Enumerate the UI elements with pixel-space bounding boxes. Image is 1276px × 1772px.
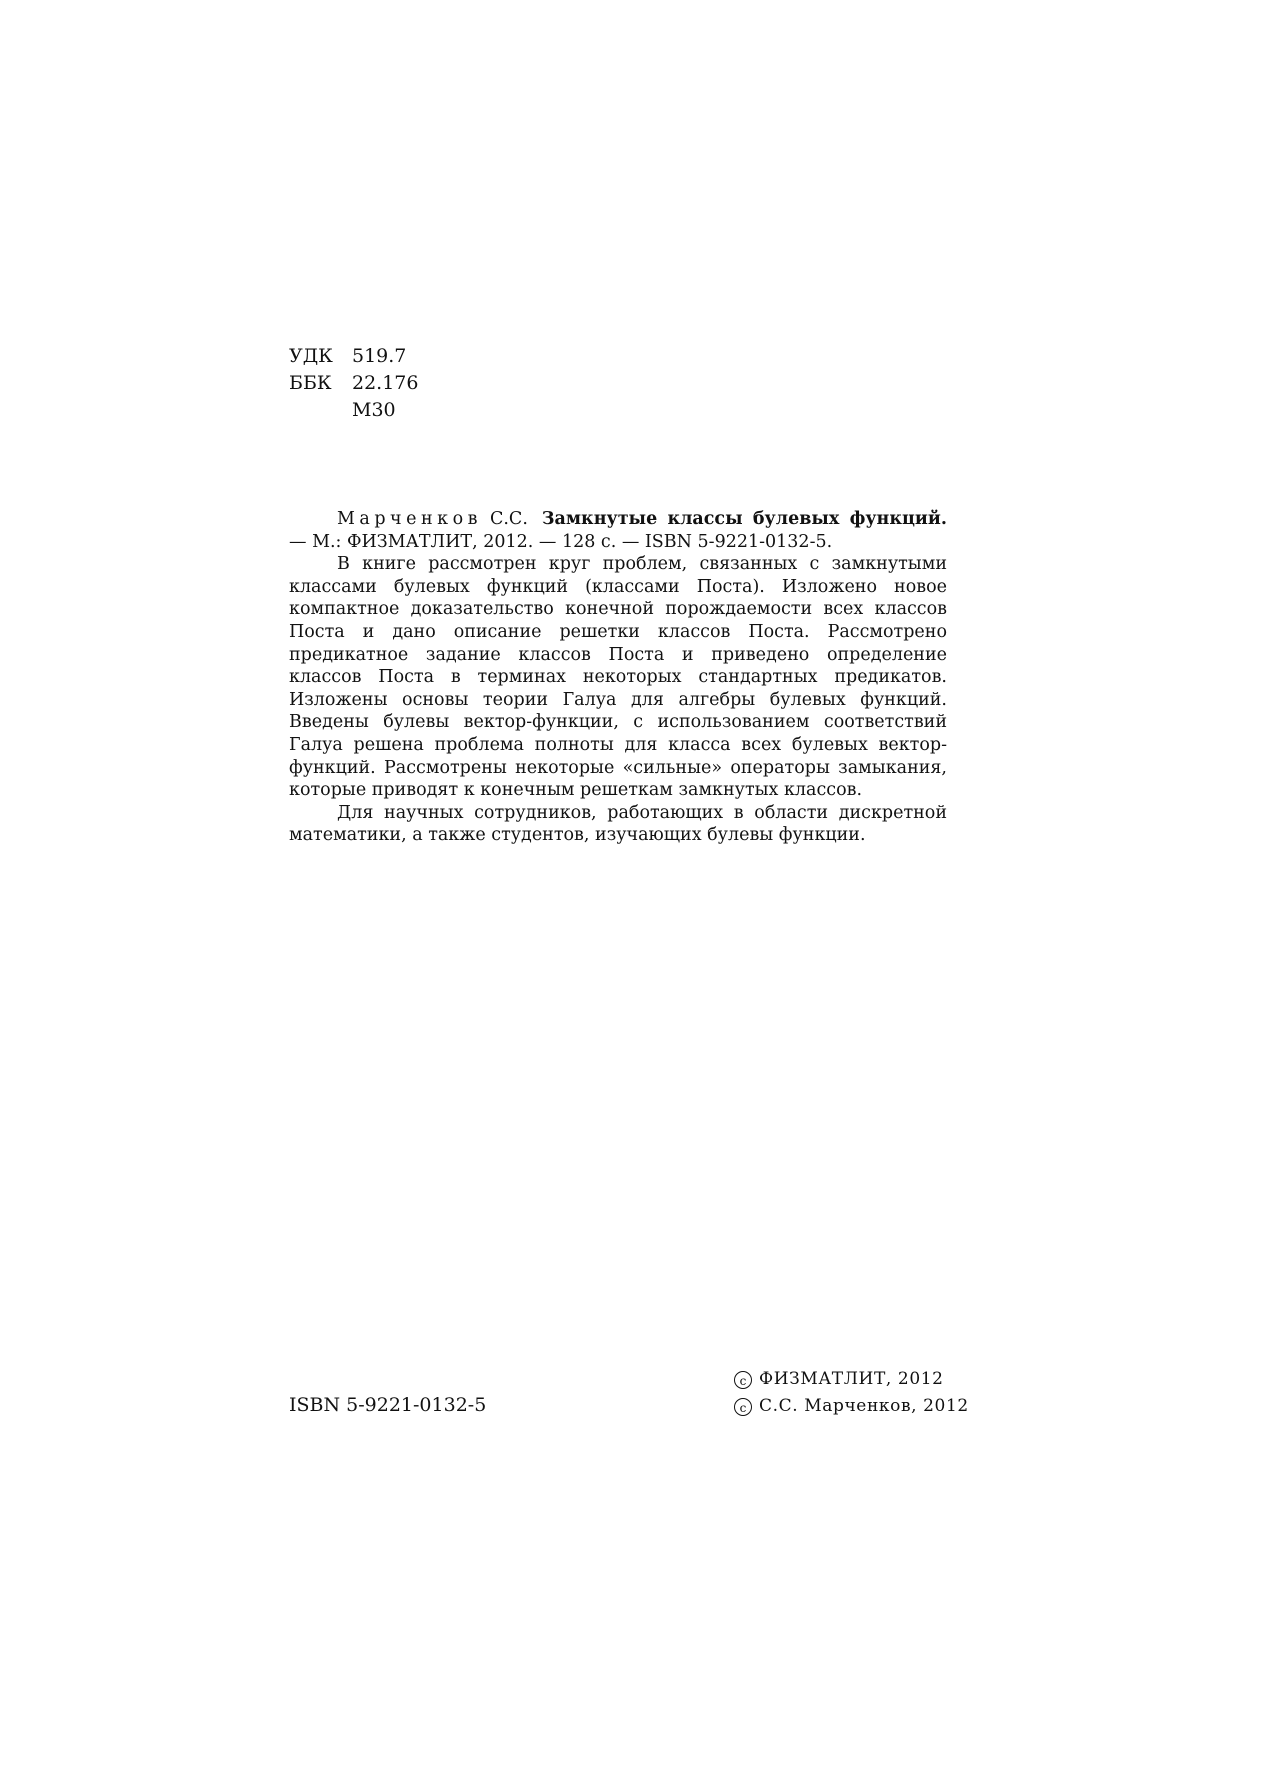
udk-value: 519.7	[352, 345, 407, 367]
audience-paragraph: Для научных сотрудников, работающих в области дискретной математики, а также студентов, изучающих булевы функции.	[289, 802, 947, 846]
copyright-author-text: С.С. Марченков, 2012	[759, 1396, 969, 1416]
udk-row	[289, 343, 418, 370]
bib-dash: —	[289, 531, 307, 552]
bbk-value: 22.176	[352, 372, 419, 394]
copyright-block	[734, 1366, 969, 1420]
copyright-author	[734, 1393, 969, 1420]
bib-title: Замкнутые классы булевых функций.	[541, 509, 947, 529]
udk-label: УДК	[289, 345, 333, 367]
classification-codes	[289, 343, 418, 424]
bib-author: Марченков	[337, 509, 482, 529]
copyright-icon: c	[734, 1398, 752, 1416]
bib-initials: С.С.	[489, 509, 528, 529]
bbk-label: ББК	[289, 372, 332, 394]
bbk-row	[289, 370, 418, 397]
copyright-publisher	[734, 1366, 969, 1393]
abstract-paragraph: В книге рассмотрен круг проблем, связанных с замкнутыми классами булевых функций (классами Поста). Изложено новое компактное доказательство конечной порождаемости всех классов Поста и дано описание решетки классов Поста. Рассмотрено предикатное задание классов Поста и приведено определение классов Поста в терминах некоторых стандартных предикатов. Изложены основы теории Галуа для алгебры булевых функций. Введены булевы вектор-функции, с использованием соответствий Галуа решена проблема полноты для класса всех булевых вектор-функций. Рассмотрены некоторые «сильные» операторы замыкания, которые приводят к конечным решеткам замкнутых классов.	[289, 554, 947, 801]
annotation-block	[289, 508, 947, 847]
bib-imprint: М.: ФИЗМАТЛИТ, 2012. — 128 с. — ISBN 5-9221-0132-5.	[312, 531, 833, 552]
copyright-icon: c	[734, 1371, 752, 1389]
author-mark: М30	[352, 399, 396, 421]
copyright-publisher-text: ФИЗМАТЛИТ, 2012	[759, 1369, 944, 1389]
bibliographic-entry	[289, 508, 947, 553]
isbn-number: ISBN 5-9221-0132-5	[289, 1394, 487, 1416]
